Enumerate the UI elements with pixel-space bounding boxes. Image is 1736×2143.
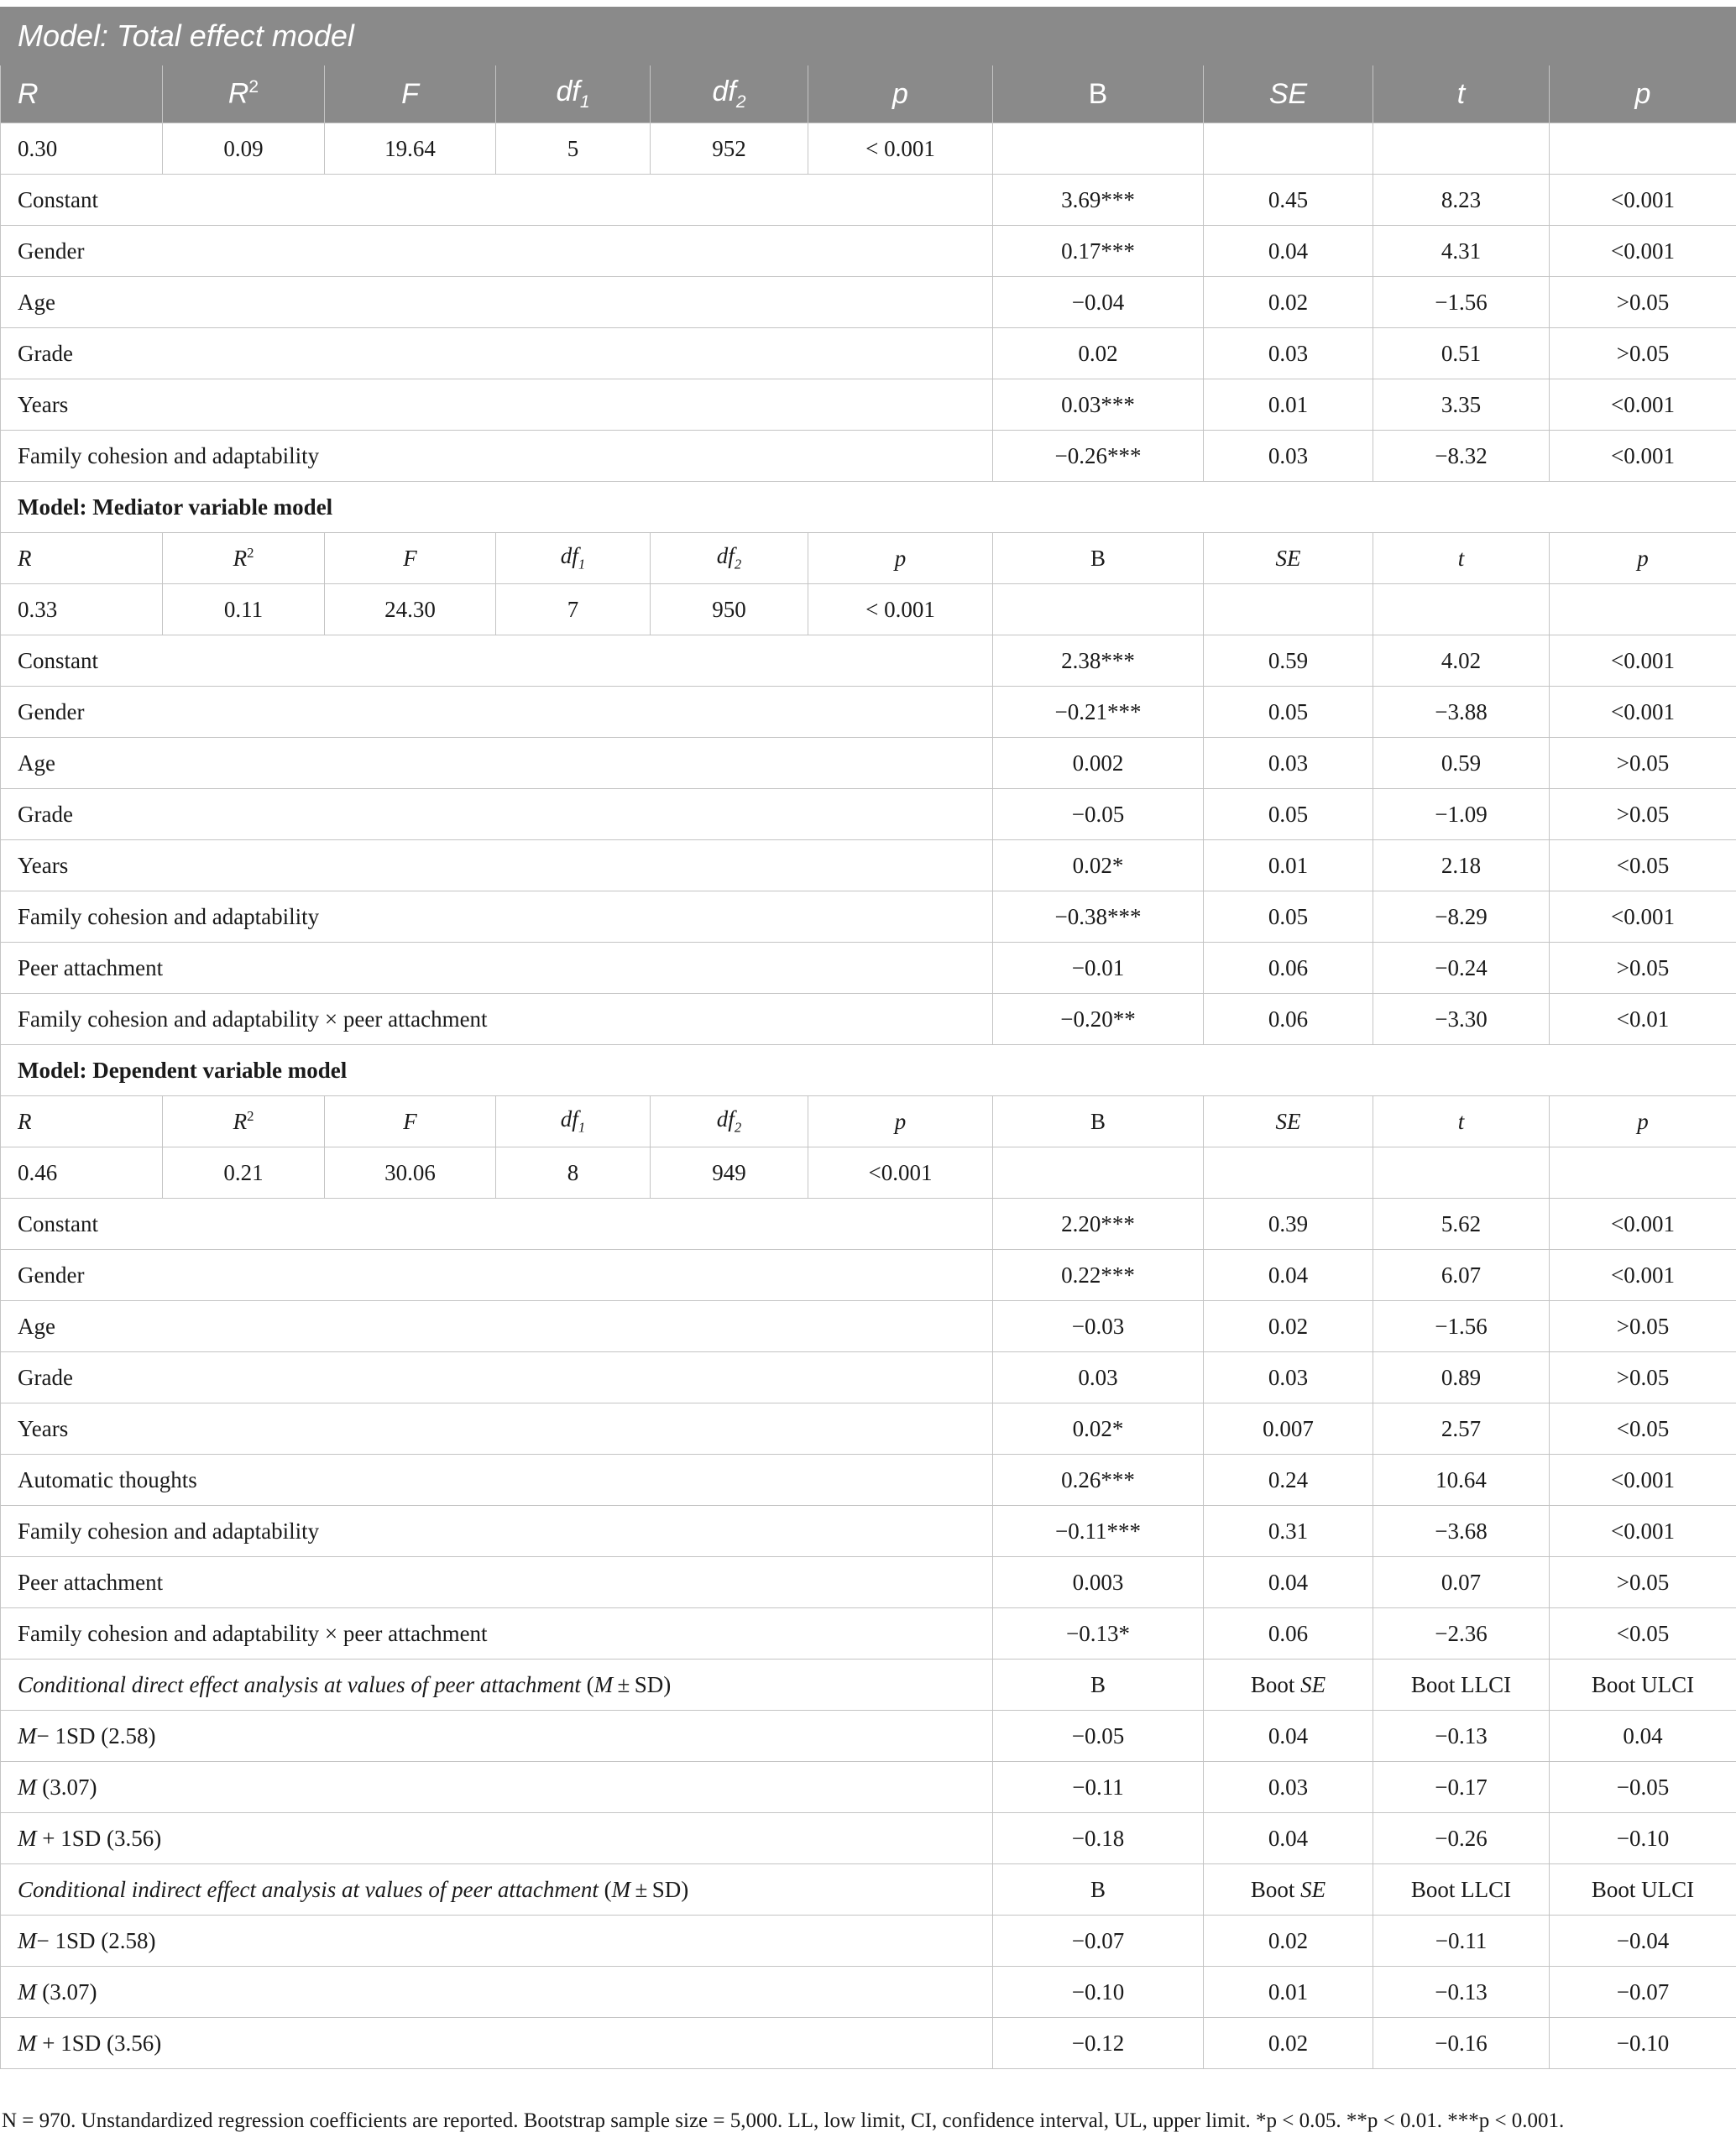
model-stat-cell: 0.33 xyxy=(1,584,163,635)
model-stat-cell: 949 xyxy=(651,1147,808,1199)
predictor-label: Automatic thoughts xyxy=(1,1455,993,1506)
coef-p: <0.05 xyxy=(1550,1403,1736,1455)
header-cell: B xyxy=(993,533,1204,584)
boot-b-value: −0.05 xyxy=(993,1711,1204,1762)
table-title: Model: Total effect model xyxy=(1,8,1736,65)
conditional-header-row xyxy=(1,1864,1736,1916)
table-row xyxy=(1,738,1736,789)
coef-b: −0.20** xyxy=(993,994,1204,1045)
coef-p: >0.05 xyxy=(1550,1352,1736,1403)
boot-ulci-value: −0.10 xyxy=(1550,2018,1736,2069)
coef-p: >0.05 xyxy=(1550,943,1736,994)
coef-b: 0.002 xyxy=(993,738,1204,789)
coef-b: −0.01 xyxy=(993,943,1204,994)
predictor-label: Years xyxy=(1,379,993,431)
table-row xyxy=(1,994,1736,1045)
coef-se: 0.04 xyxy=(1204,226,1373,277)
model-stat-cell: <0.001 xyxy=(808,1147,993,1199)
coef-p: >0.05 xyxy=(1550,277,1736,328)
coef-b: 0.26*** xyxy=(993,1455,1204,1506)
coef-t: 0.59 xyxy=(1373,738,1550,789)
header-p: p xyxy=(808,65,993,123)
header-cell: $df_1$ xyxy=(496,1096,651,1147)
boot-se: Boot SE xyxy=(1204,1660,1373,1711)
coef-t: −1.56 xyxy=(1373,1301,1550,1352)
table-row xyxy=(1,1813,1736,1864)
conditional-title: Conditional indirect effect analysis at values of peer attachment (M ± SD) xyxy=(1,1864,993,1916)
boot-b-value: −0.11 xyxy=(993,1762,1204,1813)
header-cell: t xyxy=(1373,533,1550,584)
coef-t: 0.89 xyxy=(1373,1352,1550,1403)
empty-cell xyxy=(1550,1147,1736,1199)
coef-t: 8.23 xyxy=(1373,175,1550,226)
empty-cell xyxy=(993,1147,1204,1199)
coef-se: 0.45 xyxy=(1204,175,1373,226)
coef-se: 0.39 xyxy=(1204,1199,1373,1250)
boot-ulci: Boot ULCI xyxy=(1550,1660,1736,1711)
coef-t: 2.18 xyxy=(1373,840,1550,891)
empty-cell xyxy=(1373,584,1550,635)
table-row xyxy=(1,789,1736,840)
coef-b: −0.04 xyxy=(993,277,1204,328)
coef-p: <0.001 xyxy=(1550,1455,1736,1506)
table-row xyxy=(1,1916,1736,1967)
coef-se: 0.03 xyxy=(1204,431,1373,482)
predictor-label: Constant xyxy=(1,635,993,687)
section-row xyxy=(1,482,1736,533)
coef-b: 2.38*** xyxy=(993,635,1204,687)
header-cell: p xyxy=(808,1096,993,1147)
coef-b: −0.11*** xyxy=(993,1506,1204,1557)
model-stat-cell: 7 xyxy=(496,584,651,635)
boot-se-value: 0.03 xyxy=(1204,1762,1373,1813)
empty-cell xyxy=(993,123,1204,175)
boot-se-value: 0.04 xyxy=(1204,1711,1373,1762)
header-cell: F xyxy=(325,1096,496,1147)
table-row xyxy=(1,1250,1736,1301)
predictor-label: Years xyxy=(1,840,993,891)
header-t: t xyxy=(1373,65,1550,123)
coef-se: 0.03 xyxy=(1204,328,1373,379)
coef-se: 0.24 xyxy=(1204,1455,1373,1506)
empty-cell xyxy=(1550,584,1736,635)
coef-se: 0.04 xyxy=(1204,1250,1373,1301)
predictor-label: Peer attachment xyxy=(1,943,993,994)
header-cell: $df_2$ xyxy=(651,1096,808,1147)
coef-p: >0.05 xyxy=(1550,789,1736,840)
coef-se: 0.05 xyxy=(1204,789,1373,840)
header-r: R xyxy=(1,65,163,123)
table-title-row xyxy=(1,8,1736,65)
table-footnote: N = 970. Unstandardized regression coefficients are reported. Bootstrap sample size = 5,000. LL, low limit, CI, confidence interval, UL, upper limit. *p < 0.05. **p < 0.01. ***p < 0.001. xyxy=(2,2109,1565,2132)
coef-se: 0.02 xyxy=(1204,277,1373,328)
coef-b: 2.20*** xyxy=(993,1199,1204,1250)
coef-t: 6.07 xyxy=(1373,1250,1550,1301)
model-stat-cell: 19.64 xyxy=(325,123,496,175)
header-cell: F xyxy=(325,533,496,584)
model-stat-cell: 952 xyxy=(651,123,808,175)
boot-llci-value: −0.16 xyxy=(1373,2018,1550,2069)
regression-table-container xyxy=(0,7,1736,2132)
model-stats-row xyxy=(1,1147,1736,1199)
coef-se: 0.04 xyxy=(1204,1557,1373,1608)
boot-llci: Boot LLCI xyxy=(1373,1660,1550,1711)
header-df2: $df_2$ xyxy=(651,65,808,123)
coef-t: 0.51 xyxy=(1373,328,1550,379)
section-row xyxy=(1,1045,1736,1096)
model-stat-cell: 950 xyxy=(651,584,808,635)
table-row xyxy=(1,175,1736,226)
empty-cell xyxy=(1204,584,1373,635)
coef-b: 0.17*** xyxy=(993,226,1204,277)
boot-llci: Boot LLCI xyxy=(1373,1864,1550,1916)
coef-t: 5.62 xyxy=(1373,1199,1550,1250)
boot-ulci-value: −0.05 xyxy=(1550,1762,1736,1813)
header-cell: p xyxy=(1550,533,1736,584)
conditional-label: M + 1SD (3.56) xyxy=(1,1813,993,1864)
table-row xyxy=(1,226,1736,277)
coef-b: 0.03*** xyxy=(993,379,1204,431)
header-cell: $R^2$ xyxy=(163,533,325,584)
conditional-header-row xyxy=(1,1660,1736,1711)
coef-b: 0.02* xyxy=(993,1403,1204,1455)
coef-t: 4.02 xyxy=(1373,635,1550,687)
boot-se-value: 0.04 xyxy=(1204,1813,1373,1864)
table-row xyxy=(1,1403,1736,1455)
boot-se-value: 0.01 xyxy=(1204,1967,1373,2018)
boot-se: Boot SE xyxy=(1204,1864,1373,1916)
table-row xyxy=(1,891,1736,943)
coef-b: −0.26*** xyxy=(993,431,1204,482)
header-row xyxy=(1,65,1736,123)
coef-p: >0.05 xyxy=(1550,328,1736,379)
predictor-label: Peer attachment xyxy=(1,1557,993,1608)
coef-t: −0.24 xyxy=(1373,943,1550,994)
table-row xyxy=(1,277,1736,328)
header-cell: t xyxy=(1373,1096,1550,1147)
predictor-label: Gender xyxy=(1,687,993,738)
conditional-label: M (3.07) xyxy=(1,1967,993,2018)
table-row xyxy=(1,1711,1736,1762)
coef-p: >0.05 xyxy=(1550,1557,1736,1608)
model-stat-cell: < 0.001 xyxy=(808,123,993,175)
coef-t: −3.88 xyxy=(1373,687,1550,738)
predictor-label: Grade xyxy=(1,328,993,379)
coef-se: 0.01 xyxy=(1204,379,1373,431)
model-stat-cell: 30.06 xyxy=(325,1147,496,1199)
header-cell: $df_2$ xyxy=(651,533,808,584)
coef-se: 0.06 xyxy=(1204,994,1373,1045)
coef-se: 0.05 xyxy=(1204,891,1373,943)
header-b: B xyxy=(993,65,1204,123)
coef-t: 2.57 xyxy=(1373,1403,1550,1455)
conditional-label: M (3.07) xyxy=(1,1762,993,1813)
section-title: Model: Mediator variable model xyxy=(1,482,1736,533)
predictor-label: Gender xyxy=(1,226,993,277)
coef-t: 3.35 xyxy=(1373,379,1550,431)
predictor-label: Grade xyxy=(1,789,993,840)
table-row xyxy=(1,1608,1736,1660)
boot-ulci-value: −0.04 xyxy=(1550,1916,1736,1967)
header-p2: p xyxy=(1550,65,1736,123)
coef-se: 0.59 xyxy=(1204,635,1373,687)
model-stat-cell: 0.46 xyxy=(1,1147,163,1199)
coef-t: 10.64 xyxy=(1373,1455,1550,1506)
coef-se: 0.02 xyxy=(1204,1301,1373,1352)
predictor-label: Age xyxy=(1,738,993,789)
header-r2: $R^2$ xyxy=(163,65,325,123)
conditional-title: Conditional direct effect analysis at values of peer attachment (M ± SD) xyxy=(1,1660,993,1711)
coef-p: <0.01 xyxy=(1550,994,1736,1045)
boot-b: B xyxy=(993,1660,1204,1711)
header-cell: SE xyxy=(1204,533,1373,584)
table-row xyxy=(1,1762,1736,1813)
boot-llci-value: −0.11 xyxy=(1373,1916,1550,1967)
regression-table xyxy=(0,7,1736,2069)
boot-se-value: 0.02 xyxy=(1204,2018,1373,2069)
header-df1: $df_1$ xyxy=(496,65,651,123)
model-stat-cell: 0.11 xyxy=(163,584,325,635)
header-cell: p xyxy=(1550,1096,1736,1147)
model-stat-cell: 0.21 xyxy=(163,1147,325,1199)
coef-p: <0.001 xyxy=(1550,687,1736,738)
coef-t: −8.29 xyxy=(1373,891,1550,943)
coef-p: >0.05 xyxy=(1550,738,1736,789)
coef-t: 4.31 xyxy=(1373,226,1550,277)
coef-p: <0.001 xyxy=(1550,1250,1736,1301)
boot-ulci: Boot ULCI xyxy=(1550,1864,1736,1916)
coef-b: 0.003 xyxy=(993,1557,1204,1608)
table-row xyxy=(1,2018,1736,2069)
coef-t: −1.56 xyxy=(1373,277,1550,328)
model-stat-cell: < 0.001 xyxy=(808,584,993,635)
predictor-label: Age xyxy=(1,1301,993,1352)
boot-llci-value: −0.17 xyxy=(1373,1762,1550,1813)
header-cell: p xyxy=(808,533,993,584)
header-cell: SE xyxy=(1204,1096,1373,1147)
coef-b: 0.02* xyxy=(993,840,1204,891)
table-row xyxy=(1,1506,1736,1557)
coef-se: 0.03 xyxy=(1204,1352,1373,1403)
coef-p: <0.001 xyxy=(1550,226,1736,277)
model-stat-cell: 0.09 xyxy=(163,123,325,175)
empty-cell xyxy=(1550,123,1736,175)
empty-cell xyxy=(993,584,1204,635)
coef-se: 0.31 xyxy=(1204,1506,1373,1557)
model-stat-cell: 5 xyxy=(496,123,651,175)
table-row xyxy=(1,1557,1736,1608)
model-stats-row xyxy=(1,123,1736,175)
table-row xyxy=(1,431,1736,482)
coef-p: <0.001 xyxy=(1550,175,1736,226)
coef-b: −0.13* xyxy=(993,1608,1204,1660)
coef-t: −3.30 xyxy=(1373,994,1550,1045)
predictor-label: Gender xyxy=(1,1250,993,1301)
header-cell: B xyxy=(993,1096,1204,1147)
table-row xyxy=(1,1967,1736,2018)
boot-b-value: −0.07 xyxy=(993,1916,1204,1967)
table-body xyxy=(1,123,1736,2069)
coef-b: 0.03 xyxy=(993,1352,1204,1403)
table-row xyxy=(1,1199,1736,1250)
predictor-label: Grade xyxy=(1,1352,993,1403)
boot-llci-value: −0.13 xyxy=(1373,1967,1550,2018)
empty-cell xyxy=(1373,1147,1550,1199)
coef-t: −8.32 xyxy=(1373,431,1550,482)
boot-ulci-value: 0.04 xyxy=(1550,1711,1736,1762)
header-cell: $R^2$ xyxy=(163,1096,325,1147)
header-cell: R xyxy=(1,533,163,584)
conditional-label: M− 1SD (2.58) xyxy=(1,1916,993,1967)
header-cell: $df_1$ xyxy=(496,533,651,584)
predictor-label: Family cohesion and adaptability × peer attachment xyxy=(1,994,993,1045)
boot-se-value: 0.02 xyxy=(1204,1916,1373,1967)
table-row xyxy=(1,635,1736,687)
table-row xyxy=(1,1455,1736,1506)
boot-ulci-value: −0.07 xyxy=(1550,1967,1736,2018)
coef-p: <0.001 xyxy=(1550,431,1736,482)
coef-se: 0.06 xyxy=(1204,943,1373,994)
header-se: SE xyxy=(1204,65,1373,123)
table-row xyxy=(1,328,1736,379)
coef-b: 3.69*** xyxy=(993,175,1204,226)
boot-b-value: −0.10 xyxy=(993,1967,1204,2018)
coef-p: >0.05 xyxy=(1550,1301,1736,1352)
coef-p: <0.05 xyxy=(1550,1608,1736,1660)
predictor-label: Family cohesion and adaptability xyxy=(1,891,993,943)
coef-p: <0.001 xyxy=(1550,1506,1736,1557)
coef-b: 0.02 xyxy=(993,328,1204,379)
table-row xyxy=(1,943,1736,994)
predictor-label: Family cohesion and adaptability xyxy=(1,431,993,482)
coef-b: −0.38*** xyxy=(993,891,1204,943)
boot-b-value: −0.12 xyxy=(993,2018,1204,2069)
coef-se: 0.01 xyxy=(1204,840,1373,891)
table-row xyxy=(1,1352,1736,1403)
predictor-label: Constant xyxy=(1,1199,993,1250)
coef-p: <0.001 xyxy=(1550,635,1736,687)
empty-cell xyxy=(1204,1147,1373,1199)
table-row xyxy=(1,379,1736,431)
table-row xyxy=(1,1301,1736,1352)
conditional-label: M− 1SD (2.58) xyxy=(1,1711,993,1762)
coef-se: 0.06 xyxy=(1204,1608,1373,1660)
coef-p: <0.001 xyxy=(1550,379,1736,431)
conditional-label: M + 1SD (3.56) xyxy=(1,2018,993,2069)
coef-p: <0.001 xyxy=(1550,891,1736,943)
stats-header-row xyxy=(1,1096,1736,1147)
coef-t: −2.36 xyxy=(1373,1608,1550,1660)
boot-b-value: −0.18 xyxy=(993,1813,1204,1864)
model-stat-cell: 24.30 xyxy=(325,584,496,635)
header-cell: R xyxy=(1,1096,163,1147)
coef-p: <0.001 xyxy=(1550,1199,1736,1250)
model-stats-row xyxy=(1,584,1736,635)
coef-se: 0.03 xyxy=(1204,738,1373,789)
coef-t: −3.68 xyxy=(1373,1506,1550,1557)
coef-b: −0.05 xyxy=(993,789,1204,840)
coef-b: −0.03 xyxy=(993,1301,1204,1352)
coef-b: 0.22*** xyxy=(993,1250,1204,1301)
model-stat-cell: 8 xyxy=(496,1147,651,1199)
header-f: F xyxy=(325,65,496,123)
coef-se: 0.007 xyxy=(1204,1403,1373,1455)
model-stat-cell: 0.30 xyxy=(1,123,163,175)
coef-se: 0.05 xyxy=(1204,687,1373,738)
table-row xyxy=(1,840,1736,891)
coef-b: −0.21*** xyxy=(993,687,1204,738)
predictor-label: Family cohesion and adaptability xyxy=(1,1506,993,1557)
boot-llci-value: −0.26 xyxy=(1373,1813,1550,1864)
empty-cell xyxy=(1373,123,1550,175)
boot-llci-value: −0.13 xyxy=(1373,1711,1550,1762)
coef-t: −1.09 xyxy=(1373,789,1550,840)
boot-b: B xyxy=(993,1864,1204,1916)
stats-header-row xyxy=(1,533,1736,584)
predictor-label: Age xyxy=(1,277,993,328)
section-title: Model: Dependent variable model xyxy=(1,1045,1736,1096)
table-row xyxy=(1,687,1736,738)
boot-ulci-value: −0.10 xyxy=(1550,1813,1736,1864)
predictor-label: Constant xyxy=(1,175,993,226)
coef-t: 0.07 xyxy=(1373,1557,1550,1608)
predictor-label: Family cohesion and adaptability × peer attachment xyxy=(1,1608,993,1660)
predictor-label: Years xyxy=(1,1403,993,1455)
coef-p: <0.05 xyxy=(1550,840,1736,891)
empty-cell xyxy=(1204,123,1373,175)
